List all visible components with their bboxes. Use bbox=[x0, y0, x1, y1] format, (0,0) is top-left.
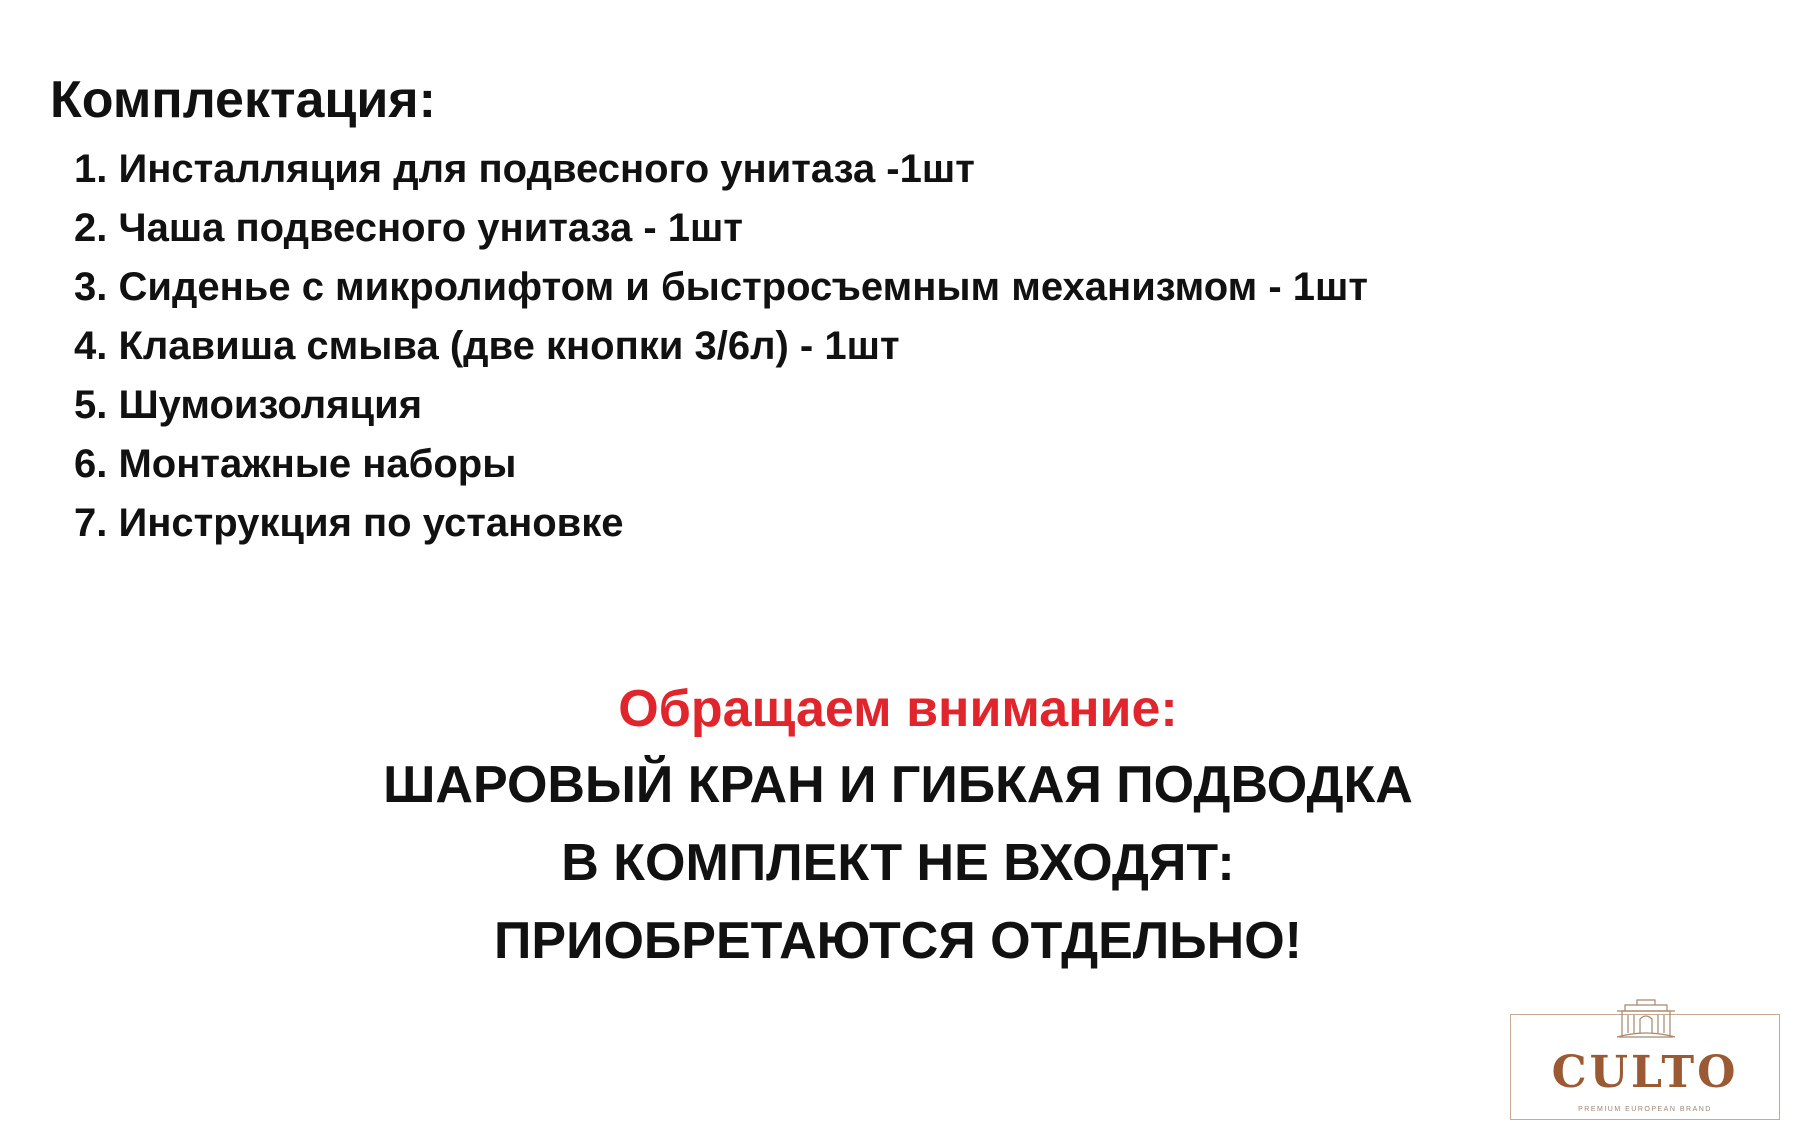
notice-line: В КОМПЛЕКТ НЕ ВХОДЯТ: bbox=[561, 834, 1235, 892]
brand-logo bbox=[1510, 1014, 1780, 1120]
list-item: 4. Клавиша смыва (две кнопки 3/6л) - 1шт bbox=[74, 324, 900, 368]
list-item: 3. Сиденье с микролифтом и быстросъемным механизмом - 1шт bbox=[74, 265, 1368, 309]
notice-title: Обращаем внимание: bbox=[618, 680, 1178, 738]
list-item: 7. Инструкция по установке bbox=[74, 501, 624, 545]
list-item: 1. Инсталляция для подвесного унитаза -1шт bbox=[74, 147, 975, 191]
notice-line: ШАРОВЫЙ КРАН И ГИБКАЯ ПОДВОДКА bbox=[383, 756, 1413, 814]
page-title: Комплектация: bbox=[50, 71, 436, 129]
list-item: 6. Монтажные наборы bbox=[74, 442, 517, 486]
package-contents-list bbox=[74, 140, 1368, 553]
notice-block bbox=[0, 672, 1796, 980]
list-item: 2. Чаша подвесного унитаза - 1шт bbox=[74, 206, 743, 250]
fountain-building-icon bbox=[1613, 997, 1679, 1039]
brand-wordmark: CULTO bbox=[1551, 1047, 1739, 1098]
notice-line: ПРИОБРЕТАЮТСЯ ОТДЕЛЬНО! bbox=[494, 912, 1302, 970]
brand-tagline: PREMIUM EUROPEAN BRAND bbox=[1578, 1106, 1712, 1113]
list-item: 5. Шумоизоляция bbox=[74, 383, 423, 427]
